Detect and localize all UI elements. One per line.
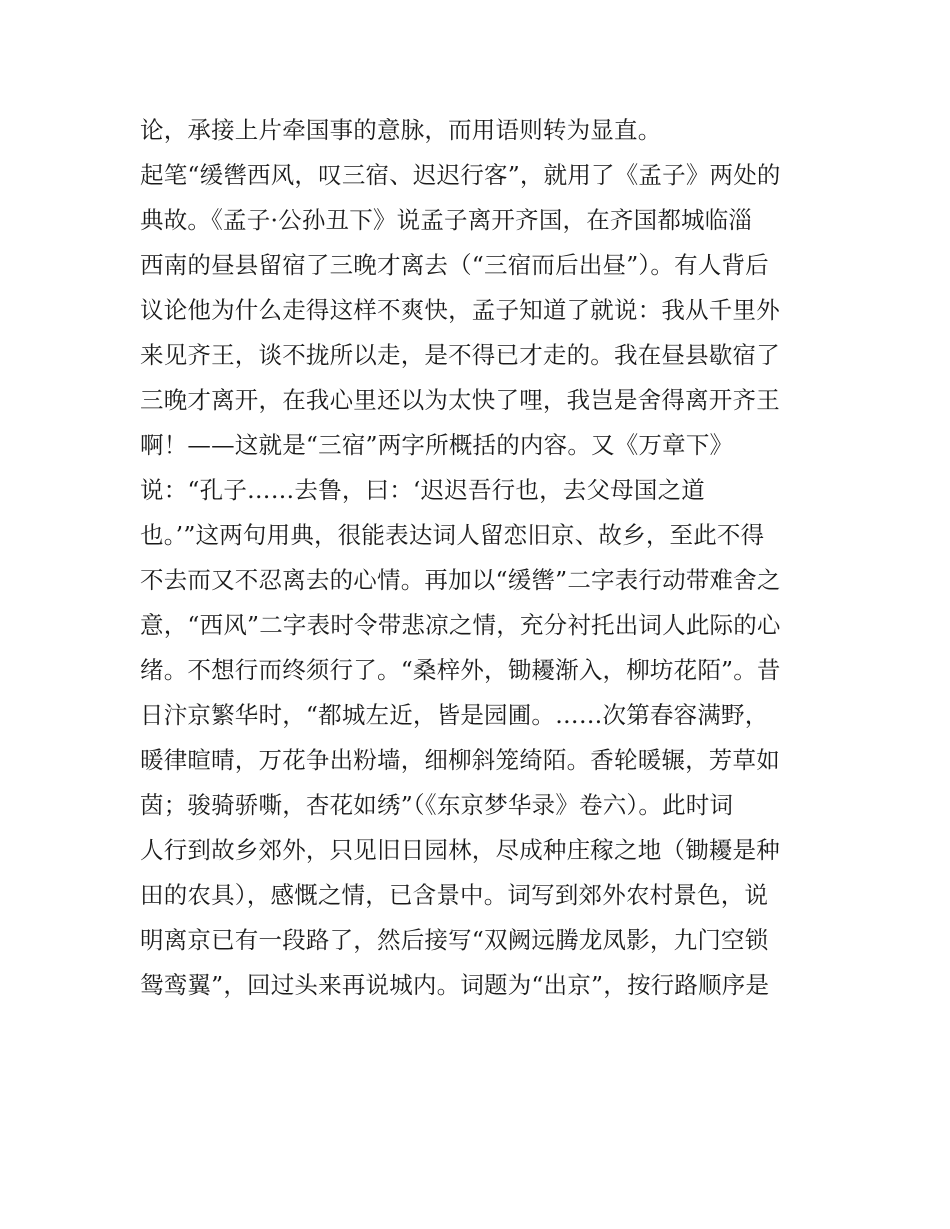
text-line: 日汴京繁华时，“都城左近，皆是园圃。……次第春容满野， bbox=[140, 701, 769, 729]
text-line: 茵；骏骑骄嘶，杏花如绣”（《东京梦华录》卷六）。此时词 bbox=[140, 791, 734, 819]
text-line: 啊！——这就是“三宿”两字所概括的内容。又《万章下》 bbox=[140, 431, 734, 459]
text-line: 也。’”这两句用典，很能表达词人留恋旧京、故乡，至此不得 bbox=[140, 521, 765, 549]
body-text bbox=[140, 108, 820, 1008]
text-line: 说：“孔子……去鲁，曰：‘迟迟吾行也，去父母国之道 bbox=[140, 476, 705, 504]
text-line: 议论他为什么走得这样不爽快，孟子知道了就说：我从千里外 bbox=[140, 296, 780, 324]
text-line: 西南的昼县留宿了三晚才离去（“三宿而后出昼”）。有人背后 bbox=[140, 251, 769, 279]
text-line: 明离京已有一段路了，然后接写“双阙远腾龙凤影，九门空锁 bbox=[140, 926, 769, 954]
text-line: 起笔“缓辔西风，叹三宿、迟迟行客”，就用了《孟子》两处的 bbox=[140, 161, 781, 189]
text-line: 鸳鸾翼”，回过头来再说城内。词题为“出京”，按行路顺序是 bbox=[140, 971, 770, 999]
text-line: 暖律暄晴，万花争出粉墙，细柳斜笼绮陌。香轮暖辗，芳草如 bbox=[140, 746, 780, 774]
text-line: 人行到故乡郊外，只见旧日园林，尽成种庄稼之地（锄耰是种 bbox=[140, 836, 780, 864]
text-line: 田的农具），感慨之情，已含景中。词写到郊外农村景色，说 bbox=[140, 881, 769, 909]
text-line: 意，“西风”二字表时令带悲凉之情，充分衬托出词人此际的心 bbox=[140, 611, 781, 639]
text-line: 来见齐王，谈不拢所以走，是不得已才走的。我在昼县歇宿了 bbox=[140, 341, 780, 369]
text-line: 论，承接上片牵国事的意脉，而用语则转为显直。 bbox=[140, 116, 662, 144]
text-line: 典故。《孟子·公孙丑下》说孟子离开齐国，在齐国都城临淄 bbox=[140, 206, 753, 234]
text-line: 三晚才离开，在我心里还以为太快了哩，我岂是舍得离开齐王 bbox=[140, 386, 780, 414]
text-line: 不去而又不忍离去的心情。再加以“缓辔”二字表行动带难舍之 bbox=[140, 566, 781, 594]
text-line: 绪。不想行而终须行了。“桑梓外，锄耰渐入，柳坊花陌”。昔 bbox=[140, 656, 781, 684]
